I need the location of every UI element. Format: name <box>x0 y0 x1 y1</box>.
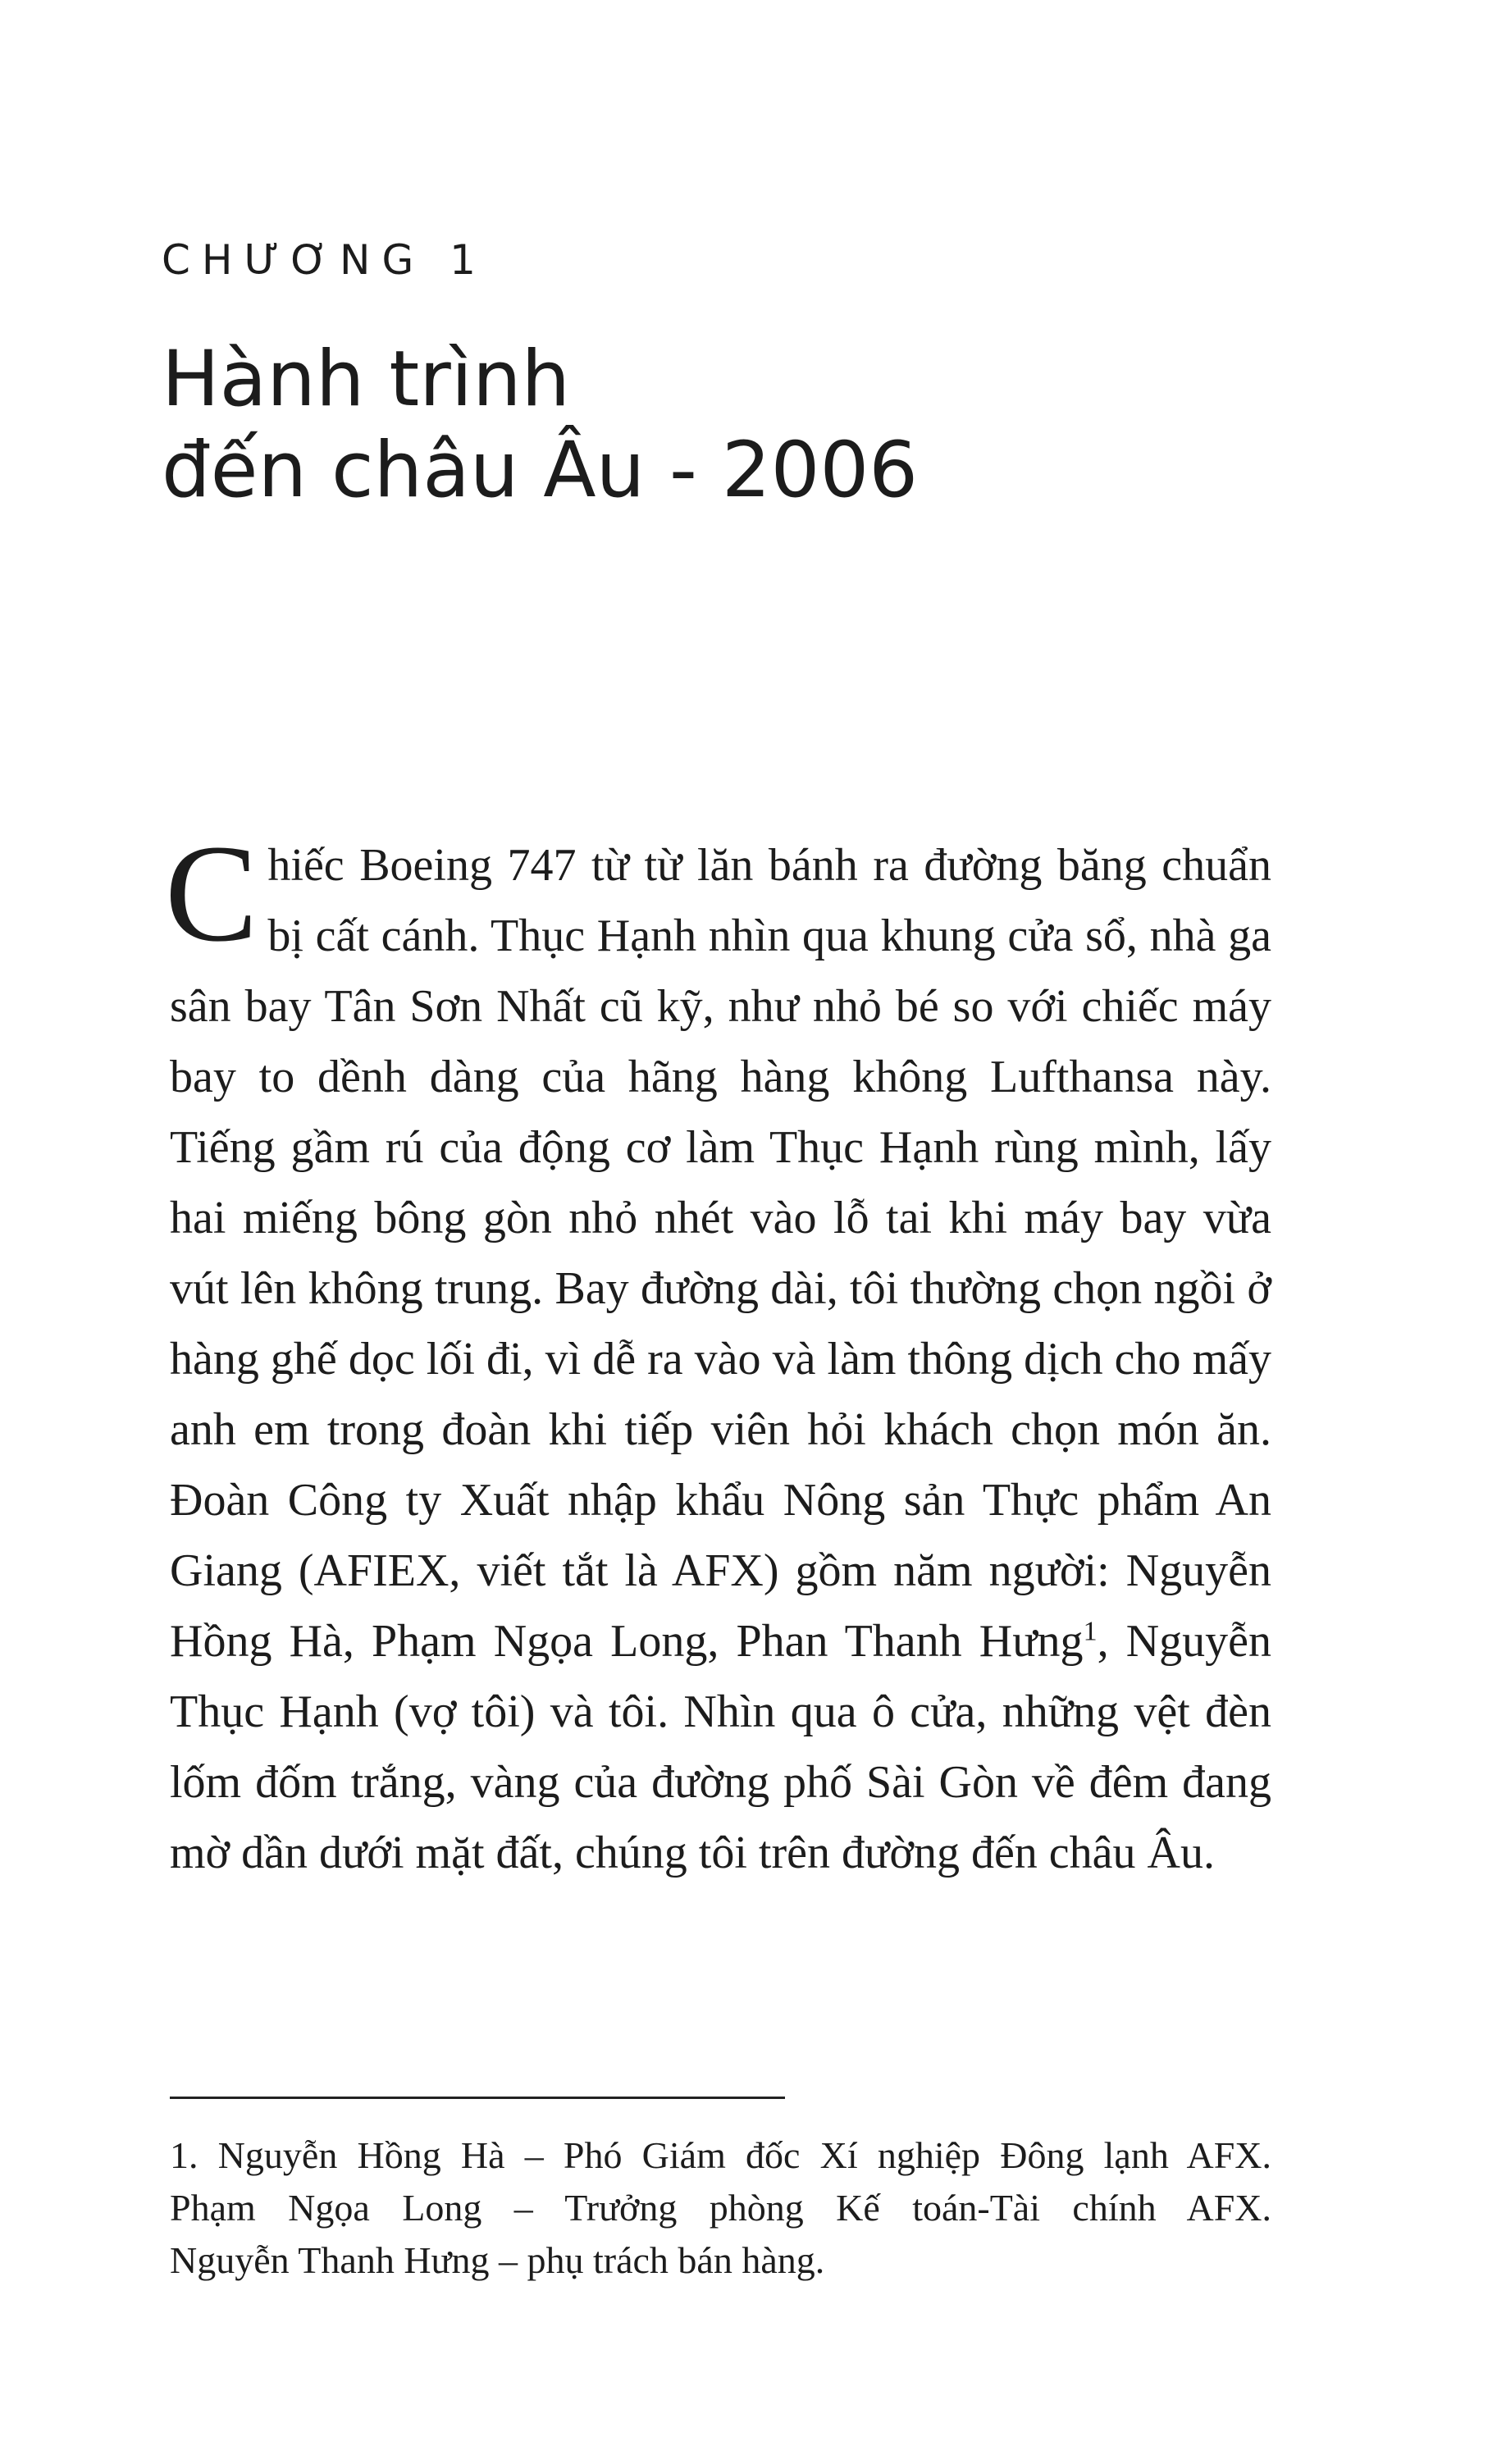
footnote-line-2: Phạm Ngọa Long – Trưởng phòng Kế toán-Tài chính AFX. <box>170 2187 1271 2229</box>
body-text-part-1: hiếc Boeing 747 từ từ lăn bánh ra đường băng chuẩn bị cất cánh. Thục Hạnh nhìn qua khung cửa sổ, nhà ga sân bay Tân Sơn Nhất cũ kỹ, như nhỏ bé so với chiếc máy bay to dềnh dàng của hãng hàng không Lufthansa này. Tiếng gầm rú của động cơ làm Thục Hạnh rùng mình, lấy hai miếng bông gòn nhỏ nhét vào lỗ tai khi máy bay vừa vút lên không trung. Bay đường dài, tôi thường chọn ngồi ở hàng ghế dọc lối đi, vì dễ ra vào và làm thông dịch cho mấy anh em trong đoàn khi tiếp viên hỏi khách chọn món ăn. Đoàn Công ty Xuất nhập khẩu Nông sản Thực phẩm An Giang (AFIEX, viết tắt là AFX) gồm năm người: Nguyễn Hồng Hà, Phạm Ngọa Long, Phan Thanh Hưng <box>170 840 1271 1667</box>
footnotes <box>170 2129 1271 2287</box>
footnote-reference: 1 <box>1083 1616 1098 1647</box>
footnote-line-1: 1. Nguyễn Hồng Hà – Phó Giám đốc Xí nghiệp Đông lạnh AFX. <box>170 2134 1271 2176</box>
footnote-line-3: Nguyễn Thanh Hưng – phụ trách bán hàng. <box>170 2239 825 2281</box>
chapter-title-line-1: Hành trình <box>162 335 571 424</box>
footnote-divider <box>170 2097 785 2099</box>
body-text-part-2: , Nguyễn Thục Hạnh (vợ tôi) và tôi. Nhìn qua ô cửa, những vệt đèn lốm đốm trắng, vàng của đường phố Sài Gòn về đêm đang mờ dần dưới mặt đất, chúng tôi trên đường đến châu Âu. <box>170 1616 1271 1878</box>
chapter-title-line-2: đến châu Âu - 2006 <box>162 425 919 515</box>
chapter-title <box>162 335 918 517</box>
chapter-label: CHƯƠNG 1 <box>162 236 487 284</box>
drop-cap: C <box>165 816 258 970</box>
body-paragraph <box>165 816 1271 1888</box>
